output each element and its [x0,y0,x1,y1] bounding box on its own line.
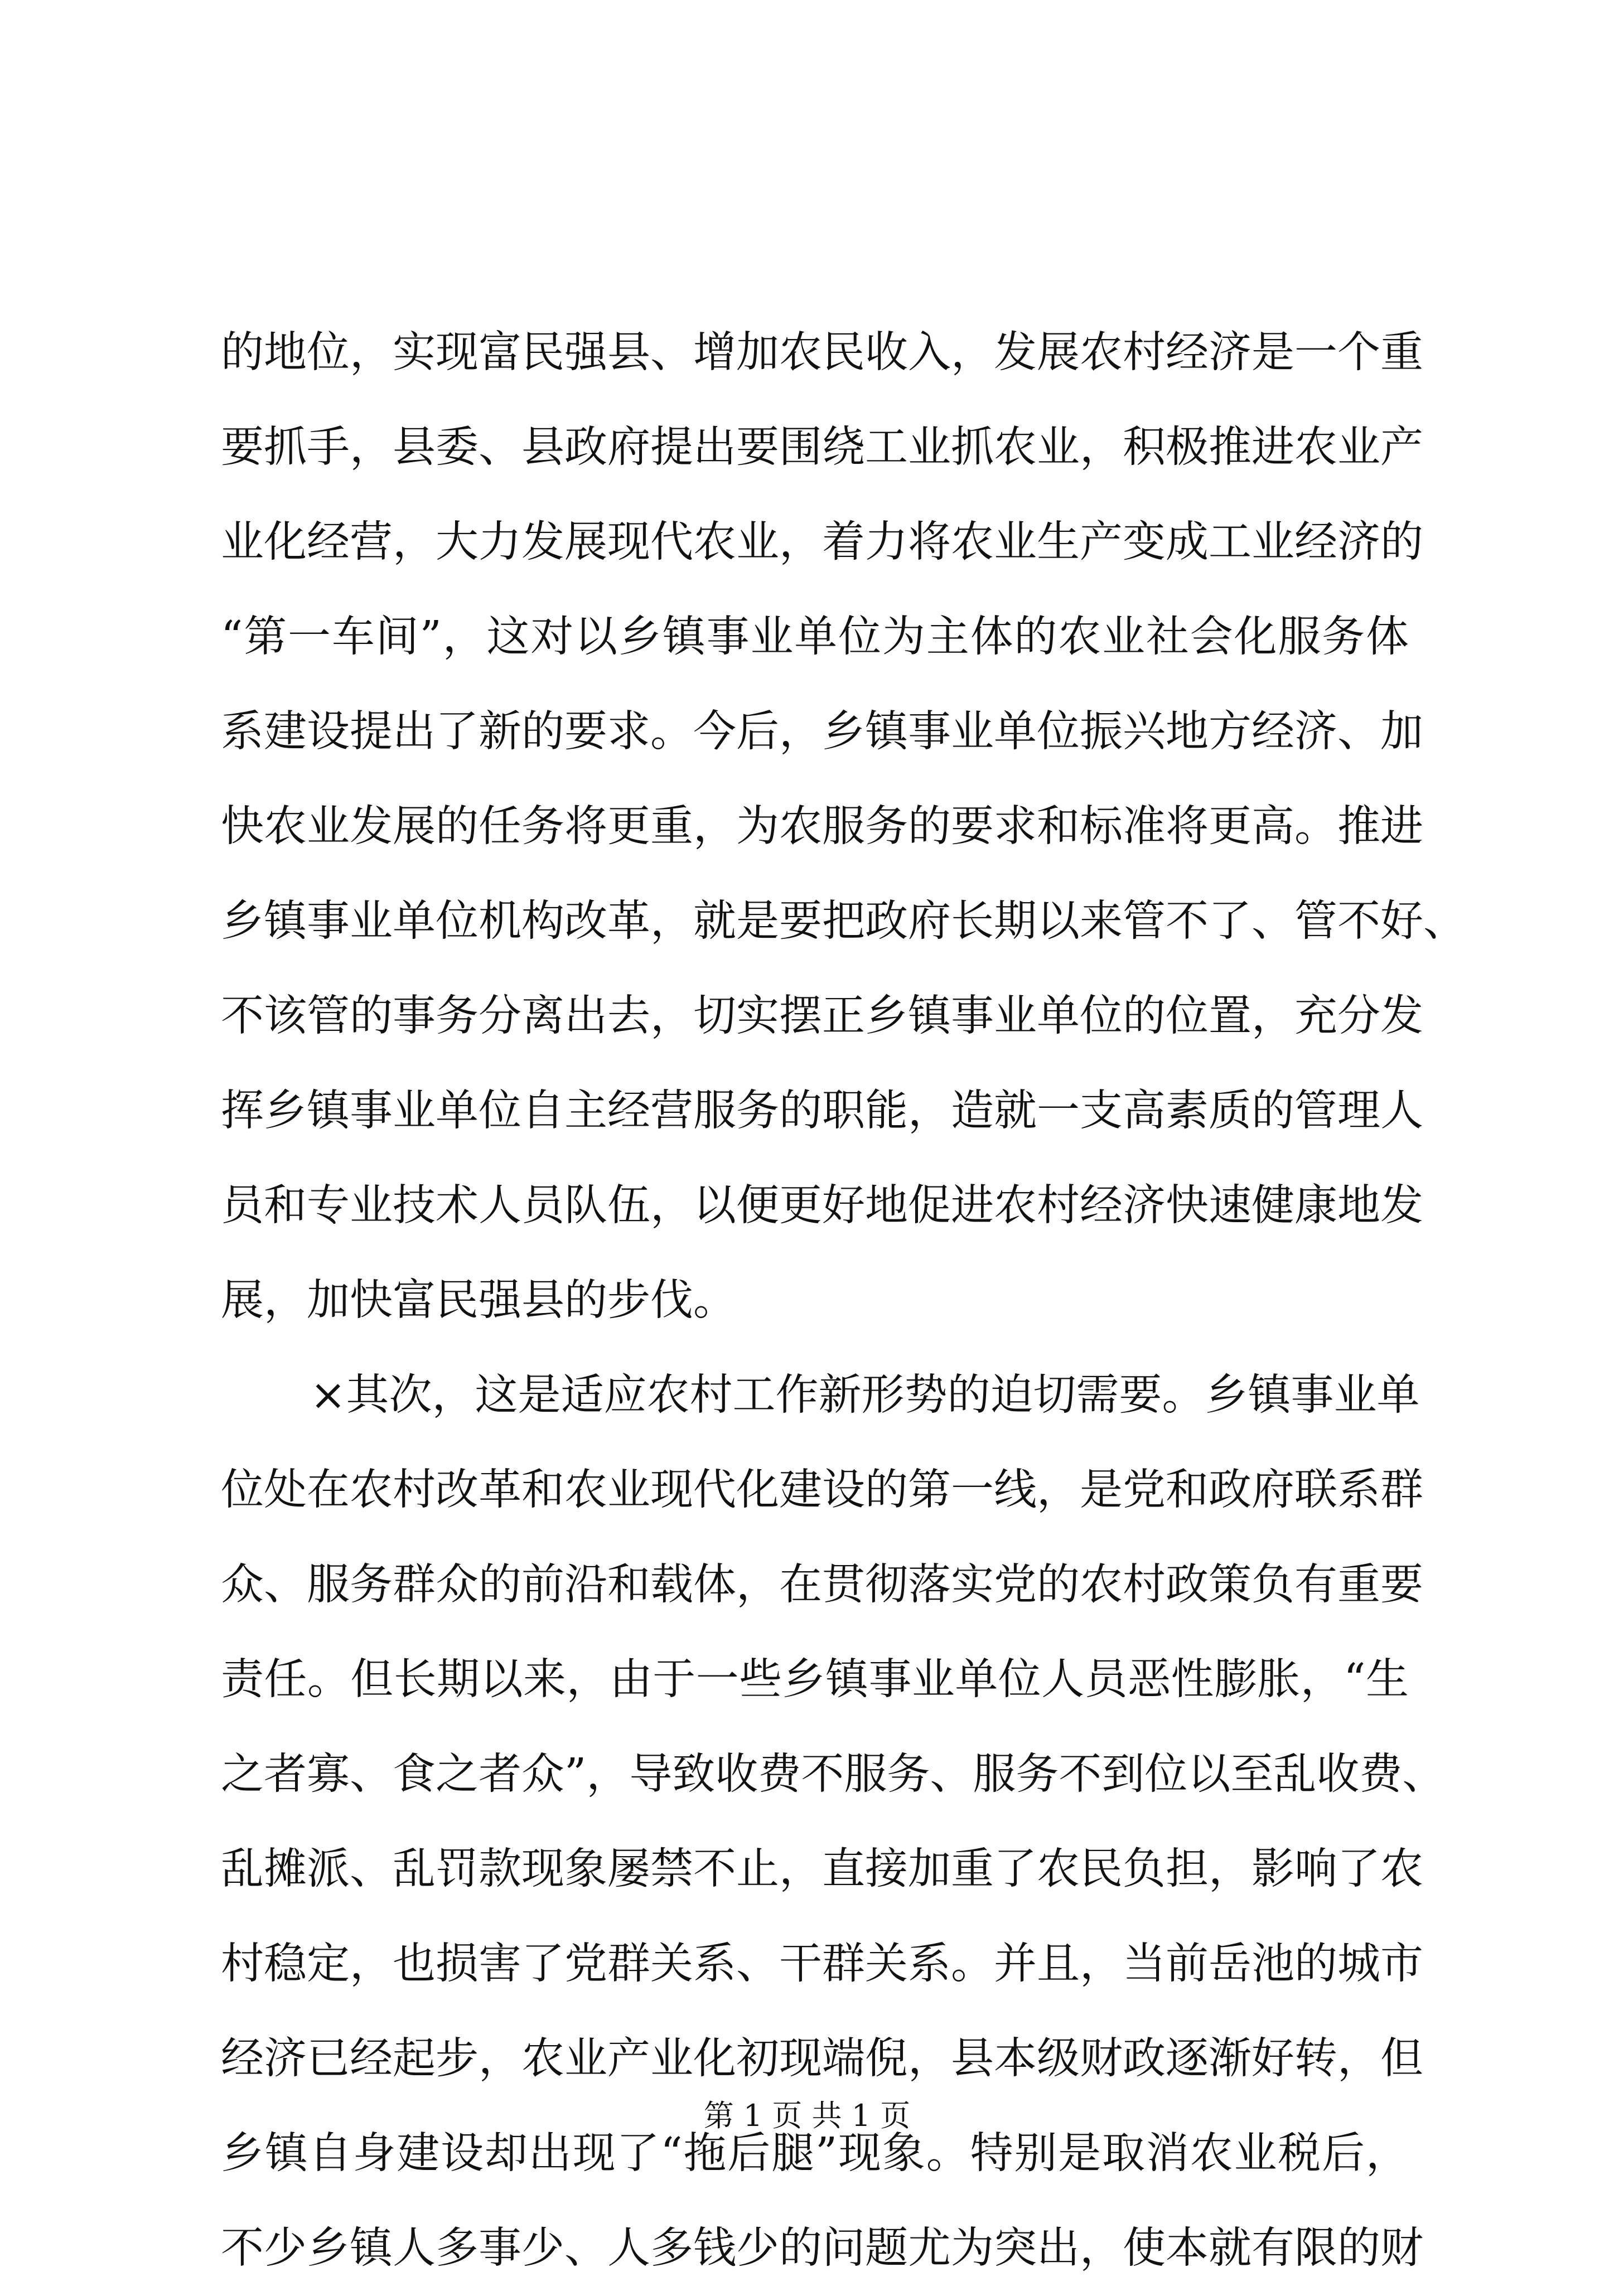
text-line: 乱摊派、乱罚款现象屡禁不止，直接加重了农民负担，影响了农 [221,1844,1423,1894]
page-number-footer: 第 1 页 共 1 页 [703,2098,911,2133]
text-line: 位处在农村改革和农业现代化建设的第一线，是党和政府联系群 [221,1465,1423,1515]
text-line: 乡镇自身建设却出现了“拖后腿”现象。特别是取消农业税后， [221,2129,1409,2178]
text-line: 不该管的事务分离出去，切实摆正乡镇事业单位的位置，充分发 [221,991,1423,1041]
text-line: 挥乡镇事业单位自主经营服务的职能，造就一支高素质的管理人 [221,1086,1423,1136]
paragraph-2 [221,1348,1446,2296]
text-line: 要抓手，县委、县政府提出要围绕工业抓农业，积极推进农业产 [221,423,1423,472]
text-line: 之者寡、食之者众”，导致收费不服务、服务不到位以至乱收费、 [221,1750,1446,1799]
text-line: 系建设提出了新的要求。今后，乡镇事业单位振兴地方经济、加 [221,707,1423,757]
text-line: 村稳定，也损害了党群关系、干群关系。并且，当前岳池的城市 [221,1939,1423,1989]
text-line: 不少乡镇人多事少、人多钱少的问题尤为突出，使本就有限的财 [221,2224,1423,2273]
paragraph-1 [221,306,1466,1348]
text-line: 乡镇事业单位机构改革，就是要把政府长期以来管不了、管不好、 [221,897,1466,946]
text-line: 业化经营，大力发展现代农业，着力将农业生产变成工业经济的 [221,517,1423,567]
text-line: ×其次，这是适应农村工作新形势的迫切需要。乡镇事业单 [310,1370,1420,1420]
document-body [221,306,1466,2296]
text-line: 经济已经起步，农业产业化初现端倪，县本级财政逐渐好转，但 [221,2034,1423,2084]
text-line: 员和专业技术人员队伍，以便更好地促进农村经济快速健康地发 [221,1181,1423,1231]
text-line: 的地位，实现富民强县、增加农民收入，发展农村经济是一个重 [221,328,1423,377]
text-line: 责任。但长期以来，由于一些乡镇事业单位人员恶性膨胀，“生 [221,1655,1409,1704]
text-line: 展，加快富民强县的步伐。 [221,1276,736,1325]
text-line: 快农业发展的任务将更重，为农服务的要求和标准将更高。推进 [221,802,1423,851]
text-line: 众、服务群众的前沿和载体，在贯彻落实党的农村政策负有重要 [221,1560,1423,1610]
text-line: “第一车间”，这对以乡镇事业单位为主体的农业社会化服务体 [221,612,1409,662]
